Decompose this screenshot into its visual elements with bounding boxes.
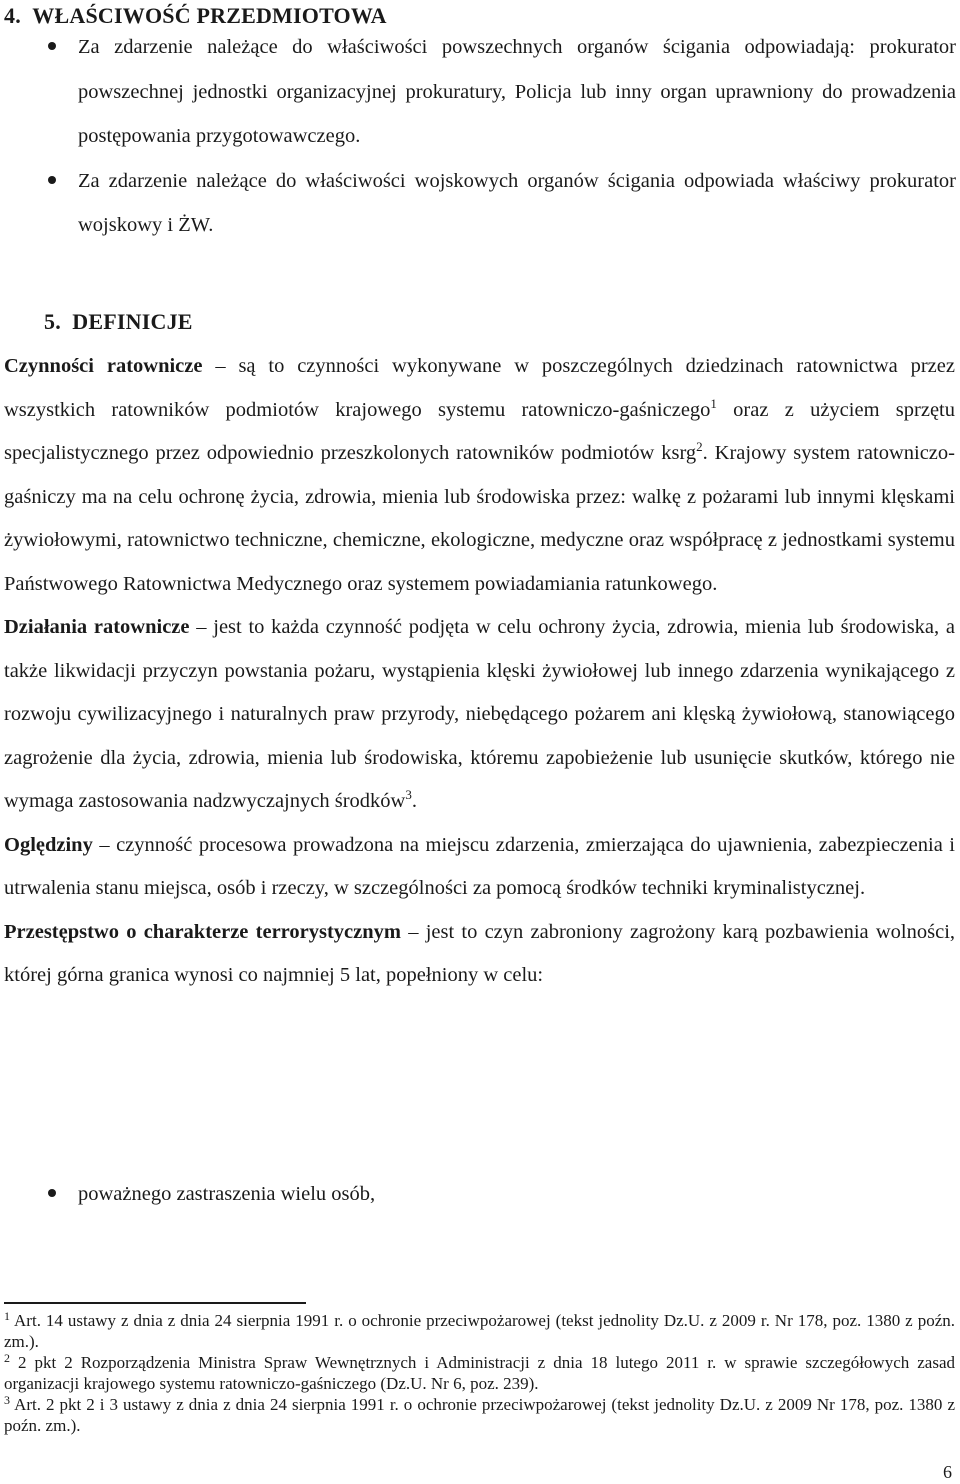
definition-dash: – bbox=[202, 355, 239, 377]
definition-przestepstwo-terrorystyczne bbox=[4, 911, 955, 998]
definition-ogledziny bbox=[4, 824, 955, 911]
page-number: 6 bbox=[943, 1462, 952, 1482]
definition-dash: – bbox=[92, 833, 117, 856]
definition-term: Czynności ratownicze bbox=[4, 355, 203, 377]
definition-dzialania-ratownicze bbox=[4, 606, 955, 824]
footnote-number: 2 bbox=[4, 1351, 10, 1365]
definition-term: Przestępstwo o charakterze terrorystycznym bbox=[4, 920, 401, 943]
section-4-heading: 4. WŁAŚCIWOŚĆ PRZEDMIOTOWA bbox=[4, 3, 387, 28]
footnote-number: 3 bbox=[4, 1393, 10, 1407]
definition-term: Oględziny bbox=[4, 833, 93, 856]
footnote-text: Art. 14 ustawy z dnia z dnia 24 sierpnia 1991 r. o ochronie przeciwpożarowej (tekst jednolity Dz.U. z 2009 r. Nr 178, poz. 1380 z poźn. zm.). bbox=[4, 1311, 955, 1351]
definition-text: oraz z użyciem sprzętu specjalistycznego przez odpowiednio przeszkolonych ratowników podmiotów ksrg bbox=[4, 398, 955, 464]
list-item-text: poważnego zastraszenia wielu osób, bbox=[78, 1183, 376, 1205]
list-item-text: Za zdarzenie należące do właściwości wojskowych organów ścigania odpowiada właściwy prokurator wojskowy i ŻW. bbox=[78, 169, 956, 236]
definition-text: . Krajowy system ratowniczo-gaśniczy ma na celu ochronę życia, zdrowia, mienia lub środowiska przez: walkę z pożarami lub innymi klęskami żywiołowymi, ratownictwo techniczne, chemiczne, ekologiczne, medyczne oraz współpracę z jednostkami systemu Państwowego Ratownictwa Medycznego oraz systemem powiadamiania ratunkowego. bbox=[4, 442, 955, 595]
list-item-text: Za zdarzenie należące do właściwości powszechnych organów ścigania odpowiadają: prokurator powszechnej jednostki organizacyjnej prokuratury, Policja lub inny organ uprawniony do prowadzenia postępowania przygotowawczego. bbox=[78, 36, 956, 147]
footnote-divider bbox=[4, 1302, 306, 1304]
definition-text: . bbox=[411, 790, 417, 812]
list-item bbox=[0, 1172, 960, 1217]
footnote-ref[interactable]: 1 bbox=[710, 395, 717, 411]
definition-dash: – bbox=[400, 920, 426, 943]
section-5-heading: 5. DEFINICJE bbox=[44, 309, 193, 334]
definition-czynnosci-ratownicze bbox=[4, 345, 955, 606]
footnote bbox=[4, 1394, 955, 1436]
footnotes bbox=[4, 1310, 955, 1436]
list-item bbox=[0, 25, 960, 159]
footnote-number: 1 bbox=[4, 1309, 10, 1323]
footnote-ref[interactable]: 2 bbox=[696, 439, 703, 454]
footnote-ref[interactable]: 3 bbox=[405, 787, 412, 802]
list-item bbox=[0, 159, 960, 248]
definition-text: jest to każda czynność podjęta w celu ochrony życia, zdrowia, mienia lub środowiska, a także likwidacji przyczyn powstania pożaru, wystąpienia klęski żywiołowej lub innego zdarzenia wynikającego z rozwoju cywilizacyjnego i naturalnych praw przyrody, niebędącego pożarem ani klęską żywiołową, stanowiącego zagrożenie dla życia, zdrowia, mienia lub środowiska, któremu zapobieżenie lub usunięcie skutków, którego nie wymaga zastosowania nadzwyczajnych środków bbox=[4, 616, 956, 812]
definition-text: jest to czyn zabroniony zagrożony karą pozbawienia wolności, której górna granica wynosi co najmniej 5 lat, popełniony w celu: bbox=[4, 920, 956, 986]
footnote-text: Art. 2 pkt 2 i 3 ustawy z dnia z dnia 24 sierpnia 1991 r. o ochronie przeciwpożarowej (tekst jednolity Dz.U. z 2009 Nr 178, poz. 1380 z poźn. zm.). bbox=[4, 1395, 955, 1435]
section-5-bullet-list bbox=[0, 1172, 960, 1217]
definitions-block bbox=[4, 345, 955, 998]
definition-dash: – bbox=[189, 616, 214, 638]
footnote bbox=[4, 1352, 955, 1394]
bullet-icon bbox=[48, 176, 56, 184]
definition-text: są to czynności wykonywane w poszczególnych dziedzinach ratownictwa przez wszystkich ratowników podmiotów krajowego systemu ratowniczo-gaśniczego bbox=[4, 355, 955, 421]
bullet-icon bbox=[48, 1189, 56, 1197]
definition-term: Działania ratownicze bbox=[4, 616, 190, 638]
section-4-bullet-list bbox=[0, 25, 960, 248]
footnote-text: 2 pkt 2 Rozporządzenia Ministra Spraw Wewnętrznych i Administracji z dnia 18 lutego 2011 r. w sprawie szczegółowych zasad organizacji krajowego systemu ratowniczo-gaśniczego (Dz.U. Nr 6, poz. 239). bbox=[4, 1353, 955, 1393]
footnote bbox=[4, 1310, 955, 1352]
definition-text: czynność procesowa prowadzona na miejscu zdarzenia, zmierzająca do ujawnienia, zabezpieczenia i utrwalenia stanu miejsca, osób i rzeczy, w szczególności za pomocą środków techniki kryminalistycznej. bbox=[4, 833, 955, 899]
bullet-icon bbox=[48, 42, 56, 50]
